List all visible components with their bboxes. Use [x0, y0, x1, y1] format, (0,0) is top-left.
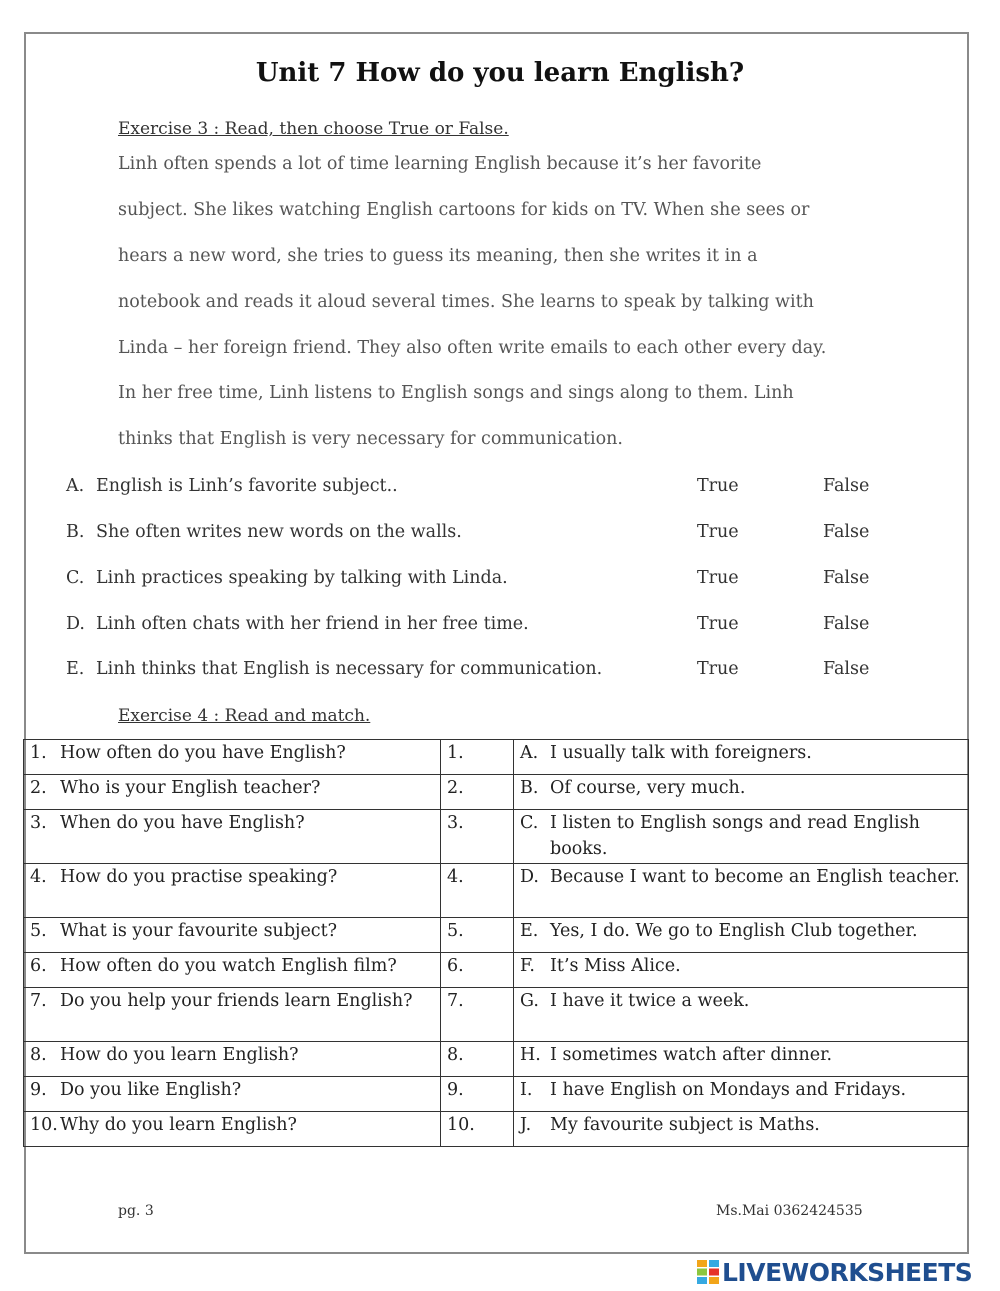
answer-cell [514, 953, 969, 988]
question-text: When do you have English? [60, 813, 305, 833]
table-row [24, 1077, 969, 1112]
answer-blank[interactable]: 5. [441, 918, 514, 953]
statement-text: She often writes new words on the walls. [96, 522, 462, 542]
question-number: 10. [30, 1115, 58, 1135]
answer-blank[interactable]: 2. [441, 775, 514, 810]
answer-blank[interactable]: 4. [441, 864, 514, 918]
answer-letter: C. [520, 813, 539, 833]
true-option[interactable]: True [697, 476, 739, 496]
question-text: How do you learn English? [60, 1045, 299, 1065]
passage-line: thinks that English is very necessary for communication. [118, 429, 623, 449]
table-row [24, 775, 969, 810]
question-number: 1. [30, 743, 47, 763]
answer-text: I usually talk with foreigners. [550, 743, 812, 763]
liveworksheets-logo [697, 1257, 972, 1287]
answer-letter: D. [520, 867, 539, 887]
question-text: How often do you watch English film? [60, 956, 397, 976]
answer-letter: G. [520, 991, 539, 1011]
true-option[interactable]: True [697, 522, 739, 542]
false-option[interactable]: False [823, 659, 870, 679]
question-cell [24, 953, 441, 988]
question-text: Who is your English teacher? [60, 778, 321, 798]
question-cell [24, 918, 441, 953]
answer-text: Because I want to become an English teacher. [550, 867, 960, 887]
false-option[interactable]: False [823, 568, 870, 588]
question-text: What is your favourite subject? [60, 921, 338, 941]
liveworksheets-logo-icon [697, 1260, 719, 1284]
answer-blank[interactable]: 1. [441, 740, 514, 775]
answer-letter: H. [520, 1045, 541, 1065]
answer-cell [514, 1112, 969, 1147]
table-row [24, 988, 969, 1042]
answer-cell [514, 864, 969, 918]
answer-text: I have English on Mondays and Fridays. [550, 1080, 907, 1100]
question-cell [24, 775, 441, 810]
answer-blank[interactable]: 7. [441, 988, 514, 1042]
answer-text: I sometimes watch after dinner. [550, 1045, 833, 1065]
question-cell [24, 864, 441, 918]
table-row [24, 740, 969, 775]
true-option[interactable]: True [697, 614, 739, 634]
answer-cell [514, 918, 969, 953]
answer-text: I have it twice a week. [550, 991, 750, 1011]
answer-cell [514, 1042, 969, 1077]
tf-statement-b [66, 522, 886, 548]
passage-line: Linda – her foreign friend. They also often write emails to each other every day. [118, 338, 827, 358]
question-number: 5. [30, 921, 47, 941]
question-number: 8. [30, 1045, 47, 1065]
answer-text: Of course, very much. [550, 778, 746, 798]
question-cell [24, 988, 441, 1042]
statement-text: English is Linh’s favorite subject.. [96, 476, 398, 496]
answer-letter: E. [520, 921, 539, 941]
matching-table [23, 739, 969, 1147]
question-cell [24, 1077, 441, 1112]
statement-letter: D. [66, 614, 85, 634]
question-text: Do you like English? [60, 1080, 242, 1100]
question-cell [24, 1042, 441, 1077]
answer-letter: F. [520, 956, 535, 976]
answer-blank[interactable]: 9. [441, 1077, 514, 1112]
question-cell [24, 740, 441, 775]
answer-text: It’s Miss Alice. [550, 956, 681, 976]
page-title: Unit 7 How do you learn English? [255, 58, 745, 88]
statement-letter: C. [66, 568, 85, 588]
answer-cell [514, 810, 969, 864]
answer-cell [514, 988, 969, 1042]
question-number: 4. [30, 867, 47, 887]
question-text: Why do you learn English? [60, 1115, 297, 1135]
answer-letter: I. [520, 1080, 533, 1100]
true-option[interactable]: True [697, 659, 739, 679]
passage-line: hears a new word, she tries to guess its meaning, then she writes it in a [118, 246, 758, 266]
tf-statement-a [66, 476, 886, 502]
page-number: pg. 3 [118, 1203, 154, 1219]
exercise-3-heading: Exercise 3 : Read, then choose True or False. [118, 119, 509, 139]
false-option[interactable]: False [823, 522, 870, 542]
exercise-4-heading: Exercise 4 : Read and match. [118, 706, 371, 726]
tf-statement-d [66, 614, 886, 640]
question-text: Do you help your friends learn English? [60, 991, 413, 1011]
question-cell [24, 810, 441, 864]
answer-letter: B. [520, 778, 539, 798]
answer-text: My favourite subject is Maths. [550, 1115, 820, 1135]
passage-line: subject. She likes watching English cartoons for kids on TV. When she sees or [118, 200, 810, 220]
false-option[interactable]: False [823, 476, 870, 496]
statement-text: Linh often chats with her friend in her free time. [96, 614, 529, 634]
answer-blank[interactable]: 3. [441, 810, 514, 864]
question-cell [24, 1112, 441, 1147]
statement-letter: E. [66, 659, 85, 679]
answer-text: I listen to English songs and read English books. [550, 813, 920, 859]
statement-text: Linh practices speaking by talking with Linda. [96, 568, 508, 588]
table-row [24, 810, 969, 864]
table-row [24, 864, 969, 918]
question-number: 7. [30, 991, 47, 1011]
tf-statement-c [66, 568, 886, 594]
answer-text: Yes, I do. We go to English Club together. [550, 921, 918, 941]
tf-statement-e [66, 659, 886, 685]
question-number: 9. [30, 1080, 47, 1100]
answer-blank[interactable]: 8. [441, 1042, 514, 1077]
table-row [24, 918, 969, 953]
question-text: How often do you have English? [60, 743, 346, 763]
answer-letter: J. [520, 1115, 532, 1135]
false-option[interactable]: False [823, 614, 870, 634]
answer-blank[interactable]: 10. [441, 1112, 514, 1147]
question-text: How do you practise speaking? [60, 867, 338, 887]
question-number: 2. [30, 778, 47, 798]
statement-text: Linh thinks that English is necessary for communication. [96, 659, 603, 679]
table-row [24, 953, 969, 988]
passage-line: In her free time, Linh listens to English songs and sings along to them. Linh [118, 383, 794, 403]
answer-letter: A. [520, 743, 539, 763]
table-row [24, 1112, 969, 1147]
answer-cell [514, 740, 969, 775]
question-number: 6. [30, 956, 47, 976]
brand-name: LIVEWORKSHEETS [722, 1257, 973, 1287]
author-contact: Ms.Mai 0362424535 [716, 1203, 863, 1219]
question-number: 3. [30, 813, 47, 833]
answer-cell [514, 1077, 969, 1112]
passage-line: Linh often spends a lot of time learning English because it’s her favorite [118, 154, 762, 174]
true-option[interactable]: True [697, 568, 739, 588]
statement-letter: B. [66, 522, 85, 542]
answer-cell [514, 775, 969, 810]
table-row [24, 1042, 969, 1077]
statement-letter: A. [66, 476, 85, 496]
passage-line: notebook and reads it aloud several times. She learns to speak by talking with [118, 292, 814, 312]
answer-blank[interactable]: 6. [441, 953, 514, 988]
